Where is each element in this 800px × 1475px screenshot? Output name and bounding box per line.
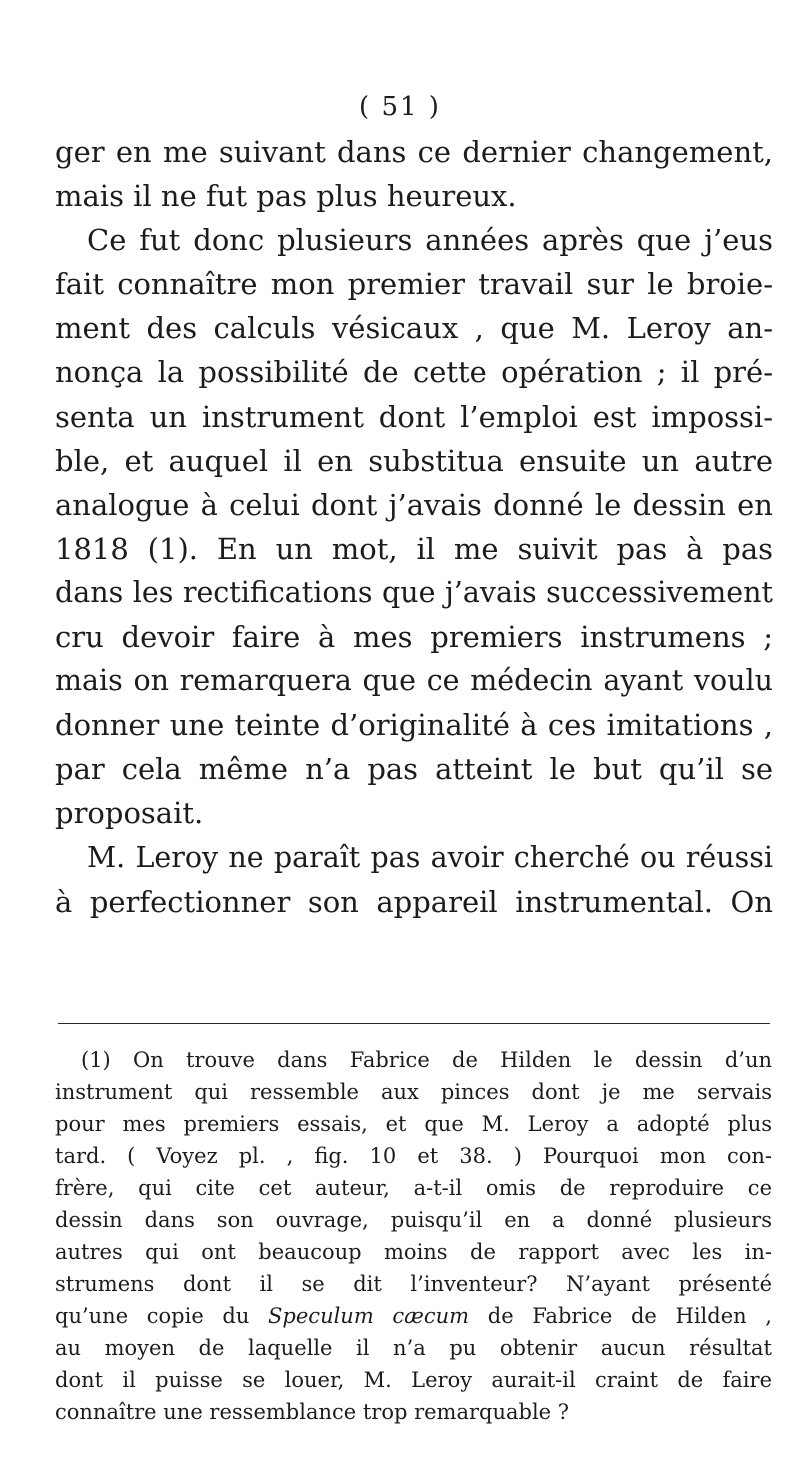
text-line: par cela même n’a pas atteint le but qu’il se <box>55 752 773 787</box>
text-line: mais il ne fut pas plus heureux. <box>55 179 517 214</box>
text-line: donner une teinte d’originalité à ces imitations , <box>55 708 773 743</box>
text-line: M. Leroy ne paraît pas avoir cherché ou réussi <box>87 840 773 874</box>
footnote-line: dessin dans son ouvrage, puisqu’il en a donné plusieurs <box>55 1208 772 1232</box>
footnote <box>55 1044 772 1428</box>
text-line: fait connaître mon premier travail sur le broie- <box>55 267 773 302</box>
footnote-line: au moyen de laquelle il n’a pu obtenir aucun résultat <box>55 1336 772 1360</box>
footnote-fragment: qu’une copie du <box>55 1304 250 1328</box>
text-line: ger en me suivant dans ce dernier changement, <box>55 135 773 169</box>
text-line: dans les rectifications que j’avais successivement <box>55 575 773 609</box>
footnote-line <box>55 1300 772 1332</box>
text-line: nonça la possibilité de cette opération ; il pré- <box>55 355 773 390</box>
footnote-line: dont il puisse se louer, M. Leroy aurait-il craint de faire <box>55 1368 772 1392</box>
text-line: senta un instrument dont l’emploi est impossi- <box>55 399 773 434</box>
footnote-line: tard. ( Voyez pl. , fig. 10 et 38. ) Pourquoi mon con- <box>55 1144 772 1168</box>
footnote-fragment: de Fabrice de Hilden , <box>487 1304 772 1328</box>
text-line: cru devoir faire à mes premiers instrumens ; <box>55 620 773 655</box>
text-line: 1818 (1). En un mot, il me suivit pas à pas <box>55 531 773 566</box>
footnote-line: frère, qui cite cet auteur, a-t-il omis de reproduire ce <box>55 1176 772 1200</box>
main-text <box>55 130 773 924</box>
speculum-title: Speculum cæcum <box>268 1304 470 1328</box>
footnote-line: autres qui ont beaucoup moins de rapport avec les in- <box>55 1240 772 1264</box>
footnote-line: (1) On trouve dans Fabrice de Hilden le dessin d’un <box>81 1048 772 1072</box>
footnote-line: connaître une ressemblance trop remarquable ? <box>55 1400 570 1424</box>
text-line: à perfectionner son appareil instrumental. On <box>55 884 773 919</box>
text-line: ble, et auquel il en substitua ensuite un autre <box>55 443 773 478</box>
text-line: Ce fut donc plusieurs années après que j’eus <box>87 223 773 258</box>
text-line: ment des calculs vésicaux , que M. Leroy an- <box>55 311 773 346</box>
footnote-divider <box>58 1023 770 1024</box>
footnote-line: pour mes premiers essais, et que M. Leroy a adopté plus <box>55 1112 772 1136</box>
page-number: ( 51 ) <box>359 92 441 122</box>
footnote-line: strumens dont il se dit l’inventeur? N’ayant présenté <box>55 1272 772 1296</box>
text-line: proposait. <box>55 796 204 831</box>
footnote-line: instrument qui ressemble aux pinces dont je me servais <box>55 1080 772 1104</box>
text-line: analogue à celui dont j’avais donné le dessin en <box>55 487 773 522</box>
text-line: mais on remarquera que ce médecin ayant voulu <box>55 664 773 698</box>
